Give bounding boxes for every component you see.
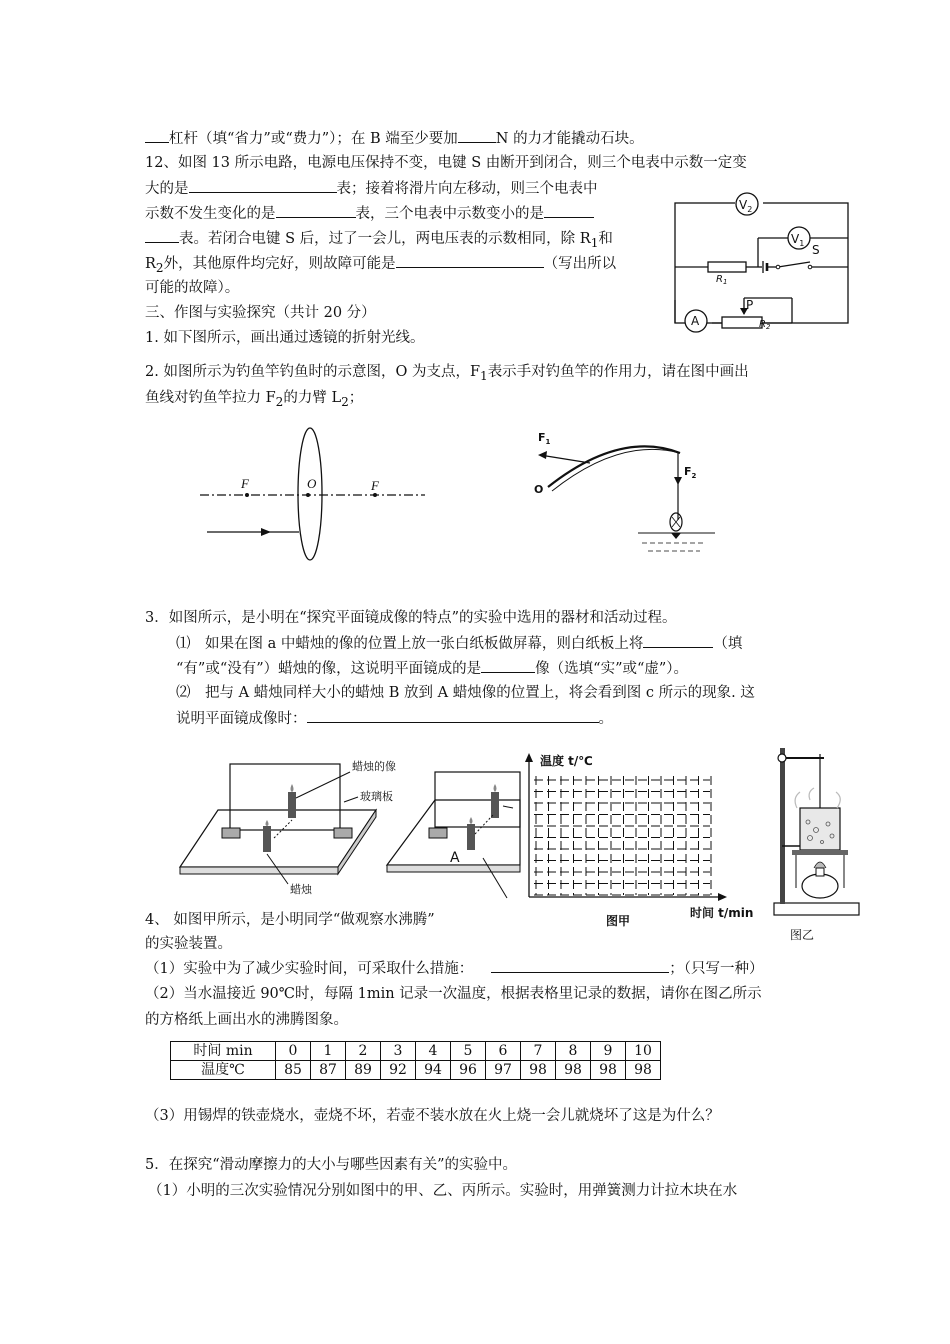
q11-tail-line: 杠杆（填“省力”或“费力”）；在 B 端至少要加 N 的力才能撬动石块。 — [145, 128, 644, 149]
grid-y-axis-label: 温度 t/℃ — [540, 754, 593, 768]
answer-blank[interactable] — [643, 633, 713, 648]
table-cell: 89 — [346, 1061, 381, 1080]
beaker-icon — [800, 808, 840, 850]
table-cell: 4 — [416, 1042, 451, 1061]
fishing-rod — [548, 446, 680, 487]
problem-4-line2: 的实验装置。 — [145, 936, 232, 952]
candle-b-icon — [491, 792, 499, 818]
slider-p-label: P — [746, 298, 754, 312]
table-header-temperature: 温度℃ — [171, 1061, 276, 1080]
table-row-time — [171, 1042, 661, 1061]
table-cell: 6 — [486, 1042, 521, 1061]
table-cell: 5 — [451, 1042, 486, 1061]
table-cell: 85 — [276, 1061, 311, 1080]
q12-line3: 示数不发生变化的是 表，三个电表中示数变小的是 — [145, 203, 594, 224]
table-row-temperature — [171, 1061, 661, 1080]
plane-mirror-figure-a — [178, 762, 378, 902]
r2-label: $R_2$ — [759, 319, 771, 331]
table-cell: 87 — [311, 1061, 346, 1080]
table-cell: 0 — [276, 1042, 311, 1061]
optical-center-label: O — [307, 476, 317, 491]
answer-blank[interactable] — [491, 958, 669, 973]
q12-line2: 大的是 表；接着将滑片向左移动，则三个电表中 — [145, 178, 598, 199]
problem-2-line1: 2. 如图所示为钓鱼竿钓鱼时的示意图，O 为支点，$F_1$表示手对钓鱼竿的作用力，请在图中画出 — [145, 364, 749, 383]
candle-icon — [263, 826, 271, 852]
r1-label: $R_1$ — [716, 274, 728, 286]
problem-3-s1-line2: “有”或“没有”）蜡烛的像，这说明平面镜成的是 像（选填“实”或“虚”）。 — [176, 658, 688, 679]
problem-3-s2-line1: ⑵ 把与 A 蜡烛同样大小的蜡烛 B 放到 A 蜡烛像的位置上，将会看到图 c 所示的现象. 这 — [176, 685, 755, 701]
problem-5-line2: （1）小明的三次实验情况分别如图中的甲、乙、丙所示。实验时，用弹簧测力计拉木块在水 — [148, 1183, 738, 1199]
voltmeter-v1-label: $V_1$ — [791, 232, 805, 248]
table-cell: 3 — [381, 1042, 416, 1061]
y-axis-arrow-icon — [525, 753, 533, 762]
problem-4-q2-line2: 的方格纸上画出水的沸腾图象。 — [145, 1012, 348, 1028]
answer-blank[interactable] — [145, 228, 179, 243]
answer-blank[interactable] — [189, 178, 337, 193]
candle-image-icon — [288, 792, 296, 818]
lens-figure — [195, 420, 435, 570]
switch-s-label: S — [812, 243, 820, 257]
table-cell: 98 — [626, 1061, 661, 1080]
f2-arrow-icon — [674, 477, 682, 485]
problem-3-s1-line1: ⑴ 如果在图 a 中蜡烛的像的位置上放一张白纸板做屏幕，则白纸板上将 （填 — [176, 633, 742, 654]
answer-blank[interactable] — [481, 658, 535, 673]
table-cell: 98 — [591, 1061, 626, 1080]
table-cell: 8 — [556, 1042, 591, 1061]
glass-plate-label: 玻璃板 — [360, 790, 393, 803]
boiling-apparatus — [762, 738, 872, 923]
pivot-o-label: O — [534, 483, 544, 496]
candle-label: 蜡烛 — [290, 883, 312, 896]
temperature-data-table — [170, 1041, 661, 1080]
problem-3-intro: 3．如图所示，是小明在“探究平面镜成像的特点”的实验中选用的器材和活动过程。 — [145, 610, 677, 626]
answer-blank[interactable] — [307, 708, 599, 723]
alcohol-lamp-icon — [802, 874, 838, 898]
table-cell: 96 — [451, 1061, 486, 1080]
problem-4-q1: （1）实验中为了减少实验时间，可采取什么措施： ；（只写一种） — [145, 958, 763, 979]
problem-2-line2: 鱼线对钓鱼竿拉力 $F_2$的力臂 $L_2$； — [145, 390, 364, 409]
problem-4-line1: 4、 如图甲所示，是小明同学“做观察水沸腾” — [145, 912, 435, 928]
candle-a-icon — [467, 824, 475, 850]
q12-line1: 12、如图 13 所示电路，电源电压保持不变，电键 S 由断开到闭合，则三个电表中示数一定变 — [145, 155, 747, 171]
answer-blank[interactable] — [458, 128, 496, 143]
stand-base — [774, 903, 859, 915]
voltmeter-v2-label: $V_2$ — [739, 198, 753, 214]
table-header-time: 时间 min — [171, 1042, 276, 1061]
table-cell: 98 — [521, 1061, 556, 1080]
section-3-title: 三、作图与实验探究（共计 20 分） — [145, 305, 376, 321]
q12-line6: 可能的故障）。 — [145, 280, 240, 296]
convex-lens — [298, 428, 322, 560]
problem-3-s2-line2: 说明平面镜成像时： 。 — [176, 708, 613, 729]
table-cell: 98 — [556, 1061, 591, 1080]
table-cell: 9 — [591, 1042, 626, 1061]
table-cell: 7 — [521, 1042, 556, 1061]
problem-5-line1: 5．在探究“滑动摩擦力的大小与哪些因素有关”的实验中。 — [145, 1157, 518, 1173]
force-f2-label: $F_2$ — [684, 465, 697, 480]
fishing-rod-figure — [530, 425, 720, 555]
flame-icon — [814, 862, 826, 868]
problem-1-text: 1. 如下图所示，画出通过透镜的折射光线。 — [145, 330, 425, 346]
circuit-diagram — [672, 190, 852, 330]
answer-blank[interactable] — [544, 203, 594, 218]
table-cell: 10 — [626, 1042, 661, 1061]
problem-4-q3: （3）用锡焊的铁壶烧水，壶烧不坏，若壶不装水放在火上烧一会儿就烧坏了这是为什么？ — [145, 1108, 720, 1124]
answer-blank[interactable] — [145, 128, 169, 143]
candle-image-label: 蜡烛的像 — [352, 760, 396, 773]
force-f1-label: $F_1$ — [538, 431, 551, 446]
ray-arrow-icon — [261, 528, 271, 536]
plane-mirror-figure-c — [385, 770, 520, 900]
q12-line4: 表。若闭合电键 S 后，过了一会儿，两电压表的示数相同，除 $R_1$和 — [145, 228, 613, 253]
grid-x-axis-label: 时间 t/min — [690, 906, 754, 920]
grid-caption-jia: 图甲 — [606, 914, 631, 928]
focal-point-left-label: F — [241, 476, 249, 491]
problem-4-q2-line1: （2）当水温接近 90℃时，每隔 1min 记录一次温度，根据表格里记录的数据，请你在图乙所示 — [145, 986, 762, 1002]
table-cell: 1 — [311, 1042, 346, 1061]
table-cell: 2 — [346, 1042, 381, 1061]
q12-line5: $R_2$外，其他原件均完好，则故障可能是 （写出所以 — [145, 253, 616, 278]
stand-rod — [780, 748, 785, 904]
force-f1-line — [540, 455, 590, 463]
x-axis-arrow-icon — [718, 893, 727, 901]
focal-point-right-label: F — [371, 478, 379, 493]
answer-blank[interactable] — [396, 253, 544, 268]
table-cell: 94 — [416, 1061, 451, 1080]
table-cell: 92 — [381, 1061, 416, 1080]
candle-a-label: A — [450, 850, 460, 866]
table-cell: 97 — [486, 1061, 521, 1080]
temperature-grid-paper — [520, 752, 760, 928]
answer-blank[interactable] — [276, 203, 356, 218]
ammeter-label: A — [691, 314, 700, 328]
apparatus-caption-yi: 图乙 — [790, 928, 815, 942]
f1-arrow-icon — [538, 451, 547, 459]
